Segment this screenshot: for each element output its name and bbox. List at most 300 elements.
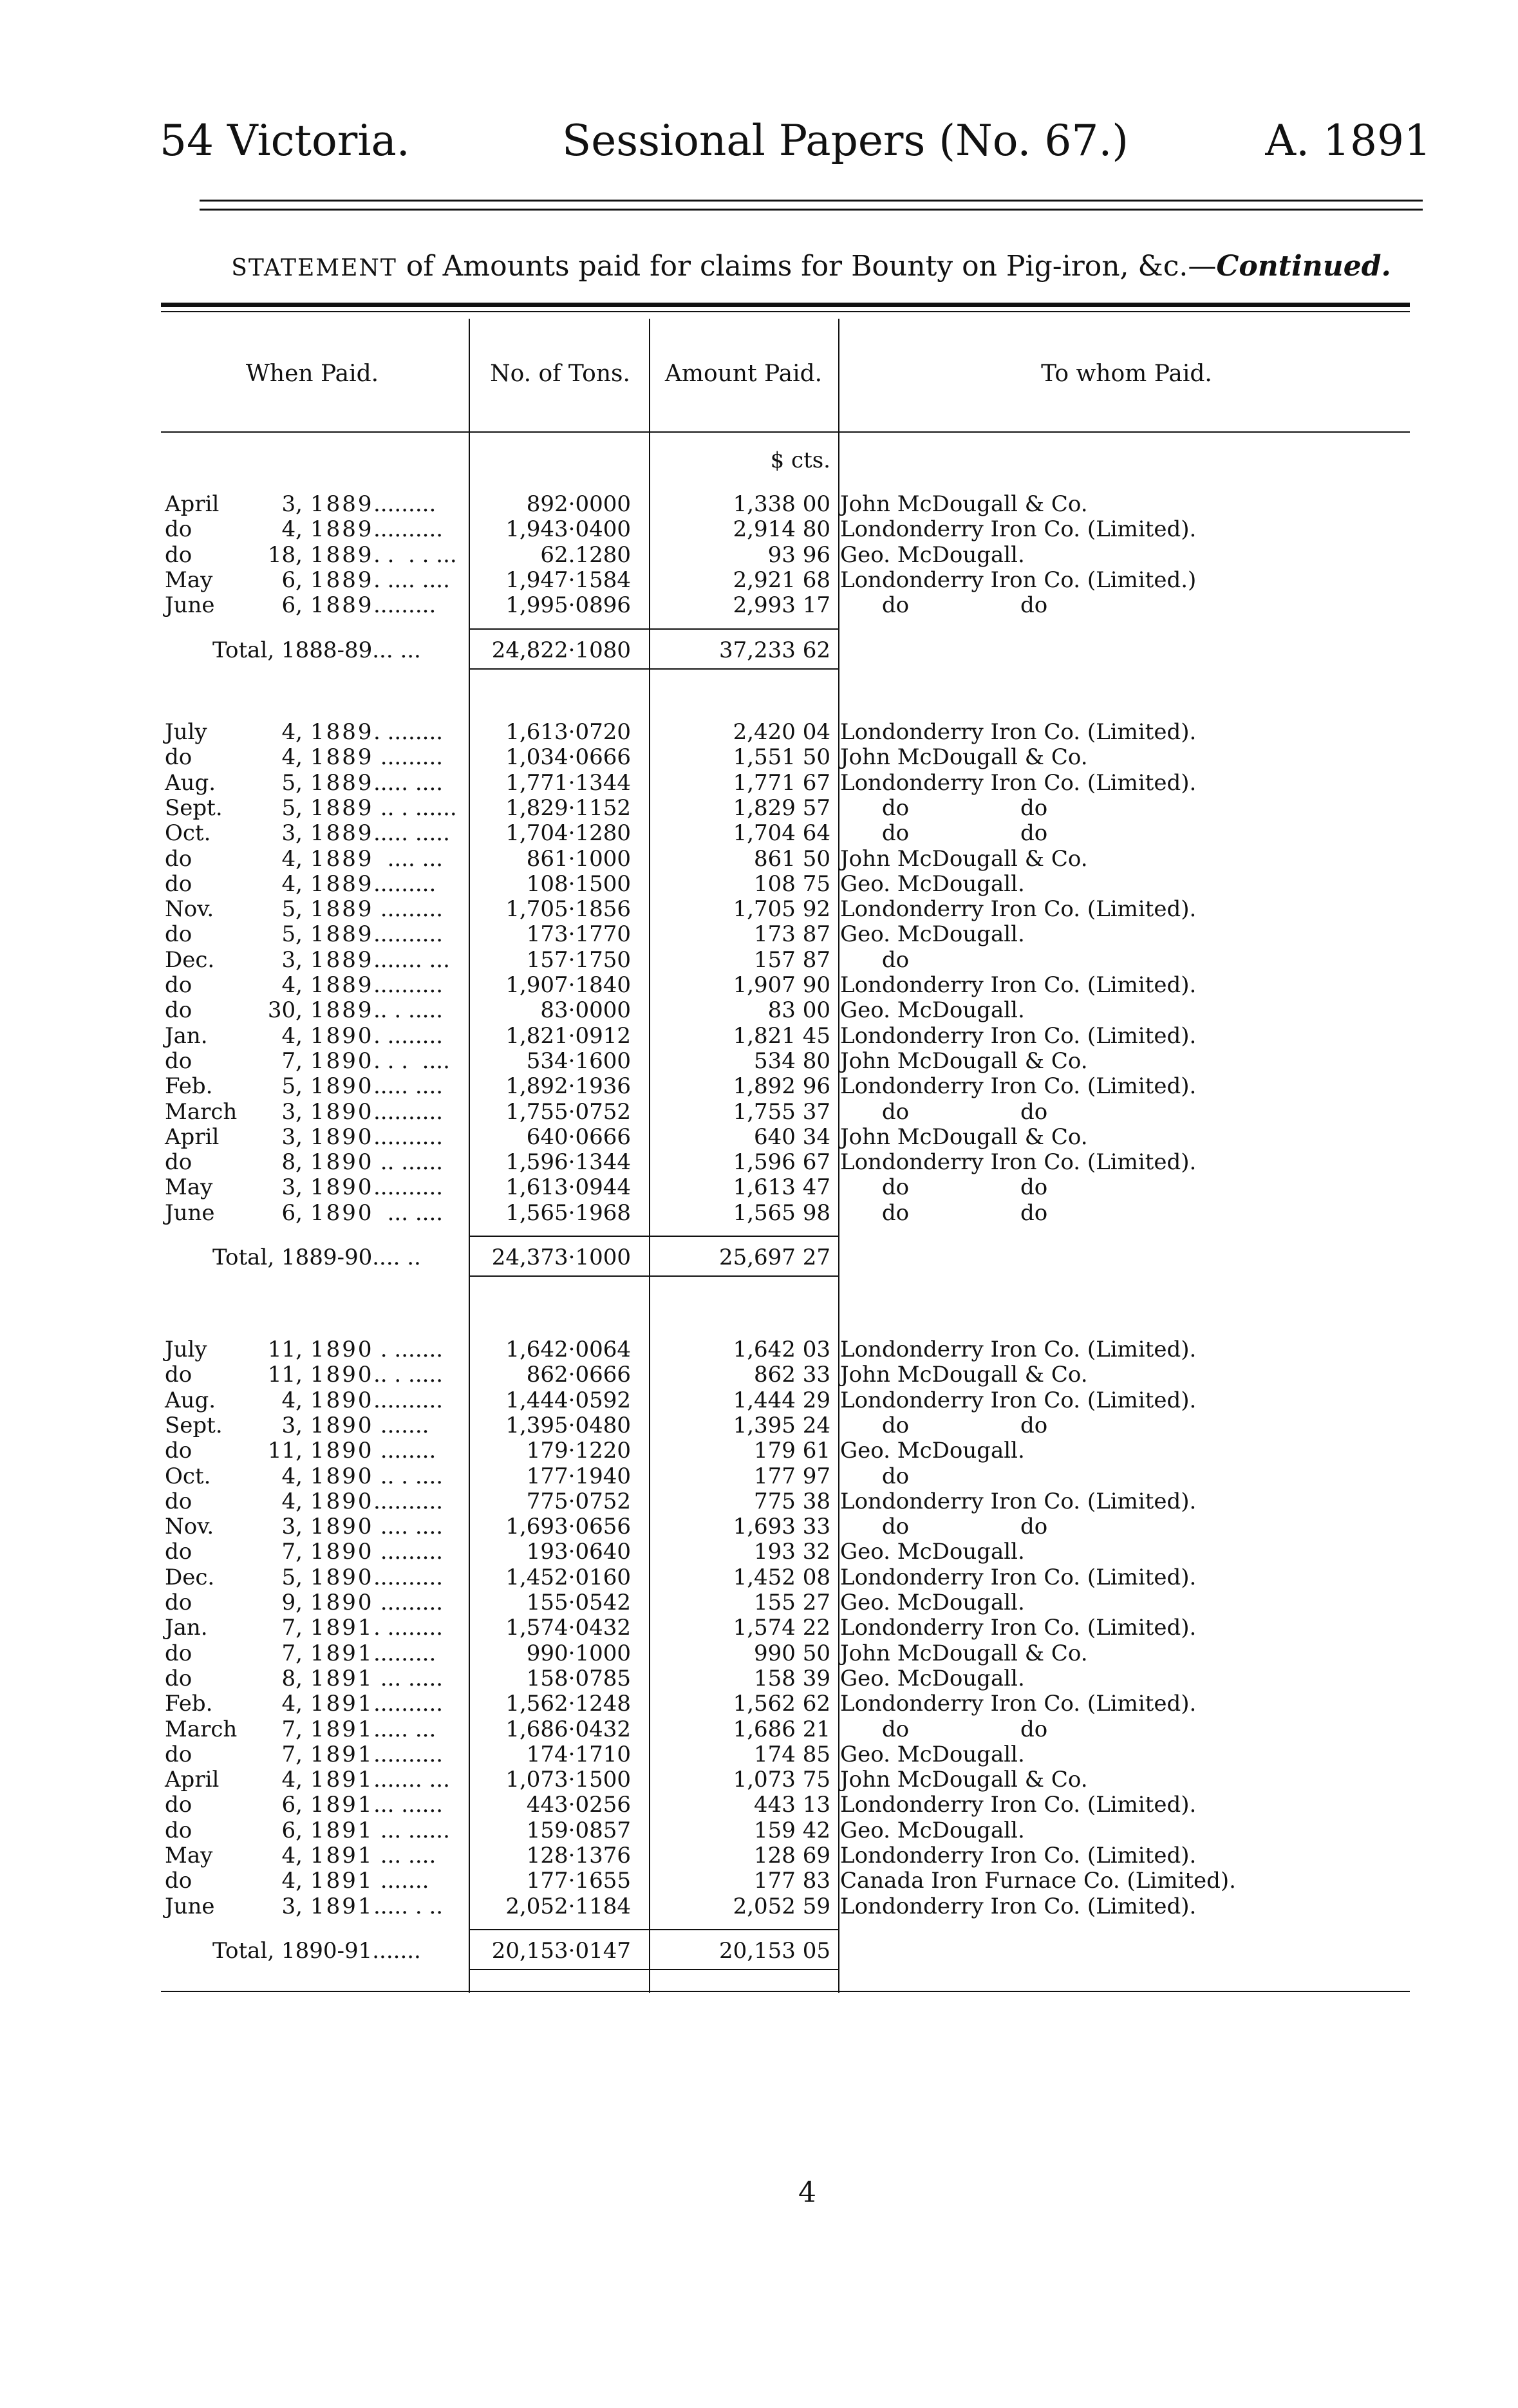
table-bottom-rule [161,1991,1410,1992]
payee-cell: Geo. McDougall. [840,1438,1025,1464]
header-left: 54 Victoria. [160,116,410,165]
month-cell: April [165,1767,220,1793]
month-cell: Nov. [165,1514,214,1540]
day-cell: 3, [281,1124,303,1150]
total-amount: 37,233 62 [718,637,830,663]
year-cell: 1889 [310,921,374,948]
day-cell: 5, [281,795,303,821]
day-cell: 7, [281,1615,303,1641]
payee-cell: Londonderry Iron Co. (Limited). [840,1615,1197,1641]
table-top-rule [161,311,1410,312]
leader-dots: ..... ... [373,1716,436,1742]
tons-cell: 179·1220 [526,1438,631,1464]
year-cell: 1890 [310,1073,374,1100]
day-cell: 30, [267,997,303,1024]
month-cell: do [165,1362,192,1388]
day-cell: 3, [281,1412,303,1438]
table-row [161,1717,1384,1742]
year-cell: 1889 [310,946,374,973]
amount-cell: 1,686 21 [733,1716,830,1742]
table-row [161,1539,1384,1565]
leader-dots: . . . .... [373,1048,450,1074]
table-row [161,820,1384,846]
year-cell: 1890 [310,1412,374,1438]
payee-cell: do do [840,1199,1048,1226]
table-row [161,947,1384,973]
day-cell: 4, [281,972,303,998]
total-tons: 20,153·0147 [491,1937,631,1964]
payee-cell: Geo. McDougall. [840,870,1025,897]
month-cell: June [165,592,215,619]
amount-cell: 128 69 [754,1843,830,1868]
payee-cell: Londonderry Iron Co. (Limited). [840,719,1197,745]
table-row [161,1514,1384,1539]
amount-cell: 1,755 37 [733,1098,830,1125]
payee-cell: do [840,1463,910,1489]
month-cell: do [165,870,192,897]
tons-cell: 443·0256 [526,1792,631,1818]
amount-cell: 862 33 [754,1362,830,1388]
total-amount: 25,697 27 [718,1245,830,1270]
table-row [161,1149,1384,1175]
tons-cell: 990·1000 [526,1640,631,1666]
year-cell: 1891 [310,1691,374,1717]
day-cell: 7, [281,1640,303,1666]
day-cell: 6, [281,567,303,593]
table-row [161,1691,1384,1717]
total-rule [469,668,838,670]
payee-cell: Londonderry Iron Co. (Limited). [840,1792,1197,1818]
amount-cell: 193 32 [754,1539,830,1565]
year-cell: 1890 [310,1174,374,1201]
year-cell: 1889 [310,896,374,923]
month-cell: Oct. [165,1463,211,1489]
tons-cell: 1,705·1856 [505,896,631,923]
year-cell: 1891 [310,1868,374,1894]
payee-cell: Geo. McDougall. [840,1817,1025,1843]
year-cell: 1890 [310,1048,374,1074]
table-row [161,1767,1384,1792]
year-cell: 1890 [310,1438,374,1464]
month-cell: do [165,972,192,998]
month-cell: do [165,1149,192,1176]
amount-cell: 174 85 [754,1741,830,1767]
table-row [161,795,1384,821]
leader-dots: ... .... [373,1843,436,1868]
tons-cell: 173·1770 [526,921,631,948]
payee-cell: do do [840,592,1048,619]
amount-cell: 2,052 59 [733,1893,830,1919]
table-caption [200,250,1423,283]
payee-cell: Geo. McDougall. [840,541,1025,568]
day-cell: 8, [281,1665,303,1691]
table-row [161,972,1384,998]
month-cell: do [165,1539,192,1565]
total-row [161,637,1384,663]
leader-dots: ......... [373,744,444,771]
caption-tail: Continued. [1216,250,1391,283]
amount-cell: 1,596 67 [733,1149,830,1176]
tons-cell: 83·0000 [540,997,631,1024]
tons-cell: 1,444·0592 [505,1387,631,1413]
amount-cell: 443 13 [754,1792,830,1818]
amount-cell: 1,693 33 [733,1514,830,1540]
amount-cell: 1,562 62 [733,1691,830,1717]
table-top-rule [161,303,1410,307]
month-cell: do [165,1590,192,1615]
payee-cell: Londonderry Iron Co. (Limited). [840,1488,1197,1514]
total-label: Total, 1889-90.... .. [212,1245,421,1270]
table-row [161,1615,1384,1641]
payee-cell: Londonderry Iron Co. (Limited). [840,972,1197,998]
total-rule [469,1236,838,1237]
amount-cell: 534 80 [754,1048,830,1074]
payee-cell: Londonderry Iron Co. (Limited). [840,1691,1197,1717]
payee-cell: Londonderry Iron Co. (Limited). [840,1843,1197,1868]
year-cell: 1890 [310,1337,374,1362]
leader-dots: .......... [373,1387,444,1413]
table-row [161,567,1384,593]
table-row [161,1023,1384,1049]
leader-dots: .......... [373,1174,444,1201]
day-cell: 3, [281,1174,303,1201]
leader-dots: .......... [373,1741,444,1767]
amount-cell: 861 50 [754,845,830,872]
month-cell: do [165,1665,192,1691]
year-cell: 1891 [310,1817,374,1843]
year-cell: 1891 [310,1741,374,1767]
leader-dots: ..... ..... [373,820,450,847]
amount-cell: 775 38 [754,1488,830,1514]
payee-cell: Londonderry Iron Co. (Limited.) [840,567,1197,593]
table-row [161,542,1384,568]
amount-cell: 1,613 47 [733,1174,830,1201]
tons-cell: 1,947·1584 [505,567,631,593]
month-cell: July [165,1337,207,1362]
year-cell: 1889 [310,845,374,872]
day-cell: 11, [267,1337,303,1362]
year-cell: 1890 [310,1022,374,1049]
leader-dots: ......... [373,870,436,897]
col-header-when: When Paid. [245,361,379,387]
table-row [161,1590,1384,1615]
amount-cell: 173 87 [754,921,830,948]
day-cell: 4, [281,1767,303,1793]
year-cell: 1889 [310,567,374,593]
table-row [161,1894,1384,1919]
header-rule [161,431,1410,433]
tons-cell: 158·0785 [526,1665,631,1691]
payee-cell: Londonderry Iron Co. (Limited). [840,1022,1197,1049]
col-header-amount: Amount Paid. [664,361,823,387]
month-cell: do [165,516,192,543]
leader-dots: . ........ [373,1615,444,1641]
month-cell: Oct. [165,820,211,847]
table-row [161,1641,1384,1666]
day-cell: 4, [281,516,303,543]
table-row [161,1489,1384,1514]
total-label: Total, 1888-89... ... [212,637,421,663]
day-cell: 4, [281,1387,303,1413]
month-cell: Feb. [165,1691,213,1717]
leader-dots: .......... [373,1124,444,1150]
total-row [161,1245,1384,1270]
amount-cell: 2,420 04 [733,719,830,745]
tons-cell: 1,821·0912 [505,1022,631,1049]
payee-cell: John McDougall & Co. [840,1362,1088,1388]
tons-cell: 1,642·0064 [505,1337,631,1362]
payee-cell: John McDougall & Co. [840,1767,1088,1793]
leader-dots: .......... [373,972,444,998]
col-header-tons: No. of Tons. [490,361,630,387]
day-cell: 6, [281,592,303,619]
leader-dots: . .... .... [373,567,450,593]
leader-dots: ... .... [373,1199,444,1226]
payee-cell: Londonderry Iron Co. (Limited). [840,1149,1197,1176]
tons-cell: 1,073·1500 [505,1767,631,1793]
month-cell: do [165,1792,192,1818]
day-cell: 8, [281,1149,303,1176]
payee-cell: Geo. McDougall. [840,1539,1025,1565]
leader-dots: .. . ...... [373,795,457,821]
payee-cell: do do [840,1716,1048,1742]
table-row [161,1818,1384,1843]
month-cell: do [165,845,192,872]
leader-dots: .......... [373,1098,444,1125]
table-row [161,1463,1384,1489]
month-cell: Nov. [165,896,214,923]
leader-dots: ....... [373,1412,429,1438]
day-cell: 5, [281,1073,303,1100]
day-cell: 7, [281,1048,303,1074]
month-cell: May [165,567,213,593]
amount-cell: 2,914 80 [733,516,830,543]
tons-cell: 640·0666 [526,1124,631,1150]
month-cell: do [165,744,192,771]
payee-cell: John McDougall & Co. [840,845,1088,872]
day-cell: 4, [281,1463,303,1489]
tons-cell: 862·0666 [526,1362,631,1388]
payee-cell: Londonderry Iron Co. (Limited). [840,1337,1197,1362]
tons-cell: 1,892·1936 [505,1073,631,1100]
leader-dots: ..... . .. [373,1893,444,1919]
tons-cell: 1,034·0666 [505,744,631,771]
year-cell: 1890 [310,1590,374,1615]
leader-dots: ......... [373,1590,444,1615]
tons-cell: 157·1750 [526,946,631,973]
day-cell: 3, [281,1098,303,1125]
day-cell: 4, [281,719,303,745]
payee-cell: do [840,946,910,973]
day-cell: 4, [281,1022,303,1049]
month-cell: do [165,1488,192,1514]
month-cell: do [165,1438,192,1464]
leader-dots: ......... [373,491,436,517]
tons-cell: 861·1000 [526,845,631,872]
tons-cell: 1,771·1344 [505,769,631,796]
leader-dots: .......... [373,921,444,948]
month-cell: Dec. [165,1564,215,1590]
day-cell: 18, [267,541,303,568]
total-rule [469,1275,838,1277]
year-cell: 1889 [310,491,374,517]
month-cell: May [165,1174,213,1201]
col-header-whom: To whom Paid. [1041,361,1212,387]
amount-cell: 108 75 [754,870,830,897]
amount-cell: 1,821 45 [733,1022,830,1049]
day-cell: 5, [281,1564,303,1590]
leader-dots: .. ...... [373,1149,444,1176]
day-cell: 4, [281,1843,303,1868]
day-cell: 6, [281,1817,303,1843]
tons-cell: 177·1655 [526,1868,631,1894]
leader-dots: .. . .... [373,1463,444,1489]
day-cell: 3, [281,820,303,847]
table-row [161,1073,1384,1099]
leader-dots: ... ..... [373,1665,444,1691]
payee-cell: Londonderry Iron Co. (Limited). [840,1387,1197,1413]
leader-dots: ........ [373,1438,436,1464]
table-row [161,1413,1384,1438]
month-cell: do [165,1640,192,1666]
tons-cell: 1,693·0656 [505,1514,631,1540]
year-cell: 1889 [310,719,374,745]
day-cell: 6, [281,1792,303,1818]
month-cell: Jan. [165,1615,208,1641]
amount-cell: 177 97 [754,1463,830,1489]
day-cell: 4, [281,1868,303,1894]
day-cell: 4, [281,744,303,771]
month-cell: do [165,1741,192,1767]
amount-cell: 1,452 08 [733,1564,830,1590]
payee-cell: Canada Iron Furnace Co. (Limited). [840,1868,1236,1894]
amount-cell: 1,771 67 [733,769,830,796]
month-cell: July [165,719,207,745]
month-cell: Aug. [165,1387,216,1413]
year-cell: 1889 [310,795,374,821]
month-cell: do [165,1817,192,1843]
year-cell: 1891 [310,1665,374,1691]
amount-cell: 1,829 57 [733,795,830,821]
amount-cell: 2,993 17 [733,592,830,619]
table-row [161,1843,1384,1868]
caption-lead: STATEMENT [231,255,397,281]
tons-cell: 1,565·1968 [505,1199,631,1226]
payee-cell: do do [840,1412,1048,1438]
amount-cell: 1,892 96 [733,1073,830,1100]
tons-cell: 1,943·0400 [505,516,631,543]
payee-cell: do do [840,795,1048,821]
amount-cell: 1,907 90 [733,972,830,998]
payee-cell: John McDougall & Co. [840,1640,1088,1666]
table-row [161,1124,1384,1150]
table-row [161,1438,1384,1463]
tons-cell: 155·0542 [526,1590,631,1615]
day-cell: 11, [267,1438,303,1464]
table-row [161,744,1384,770]
currency-units: $ cts. [770,447,830,473]
month-cell: June [165,1199,215,1226]
year-cell: 1889 [310,997,374,1024]
tons-cell: 1,829·1152 [505,795,631,821]
amount-cell: 1,551 50 [733,744,830,771]
total-label: Total, 1890-91....... [212,1937,421,1964]
amount-cell: 1,338 00 [733,491,830,517]
amount-cell: 1,574 22 [733,1615,830,1641]
tons-cell: 1,596·1344 [505,1149,631,1176]
leader-dots: ......... [373,592,436,619]
total-row [161,1938,1384,1964]
tons-cell: 775·0752 [526,1488,631,1514]
leader-dots: ....... ... [373,946,450,973]
day-cell: 7, [281,1716,303,1742]
day-cell: 7, [281,1539,303,1565]
day-cell: 11, [267,1362,303,1388]
tons-cell: 1,704·1280 [505,820,631,847]
amount-cell: 1,565 98 [733,1199,830,1226]
leader-dots: . ....... [373,1337,444,1362]
tons-cell: 1,395·0480 [505,1412,631,1438]
leader-dots: ....... [373,1868,429,1894]
leader-dots: . ........ [373,719,444,745]
table-row [161,592,1384,618]
day-cell: 3, [281,491,303,517]
tons-cell: 159·0857 [526,1817,631,1843]
year-cell: 1890 [310,1514,374,1540]
year-cell: 1891 [310,1640,374,1666]
month-cell: March [165,1098,238,1125]
amount-cell: 2,921 68 [733,567,830,593]
year-cell: 1891 [310,1767,374,1793]
table-row [161,871,1384,897]
month-cell: do [165,1868,192,1894]
tons-cell: 174·1710 [526,1741,631,1767]
day-cell: 7, [281,1741,303,1767]
tons-cell: 193·0640 [526,1539,631,1565]
year-cell: 1890 [310,1488,374,1514]
caption-body: of Amounts paid for claims for Bounty on Pig-iron, &c.— [397,250,1217,283]
year-cell: 1889 [310,744,374,771]
amount-cell: 1,704 64 [733,820,830,847]
amount-cell: 177 83 [754,1868,830,1894]
day-cell: 5, [281,921,303,948]
leader-dots: ......... [373,1640,436,1666]
payee-cell: John McDougall & Co. [840,1048,1088,1074]
payee-cell: Geo. McDougall. [840,997,1025,1024]
header-center: Sessional Papers (No. 67.) [562,116,1129,165]
year-cell: 1889 [310,870,374,897]
leader-dots: ..... .... [373,769,444,796]
day-cell: 4, [281,870,303,897]
amount-cell: 155 27 [754,1590,830,1615]
day-cell: 9, [281,1590,303,1615]
header-right: A. 1891 [1265,116,1431,165]
day-cell: 3, [281,1514,303,1540]
tons-cell: 1,613·0944 [505,1174,631,1201]
tons-cell: 177·1940 [526,1463,631,1489]
year-cell: 1889 [310,592,374,619]
table-row [161,1666,1384,1691]
year-cell: 1889 [310,541,374,568]
payee-cell: do do [840,1514,1048,1540]
amount-cell: 93 96 [767,541,830,568]
payee-cell: Londonderry Iron Co. (Limited). [840,1073,1197,1100]
payee-cell: Geo. McDougall. [840,921,1025,948]
year-cell: 1891 [310,1792,374,1818]
tons-cell: 2,052·1184 [505,1893,631,1919]
payee-cell: Londonderry Iron Co. (Limited). [840,1564,1197,1590]
day-cell: 6, [281,1199,303,1226]
